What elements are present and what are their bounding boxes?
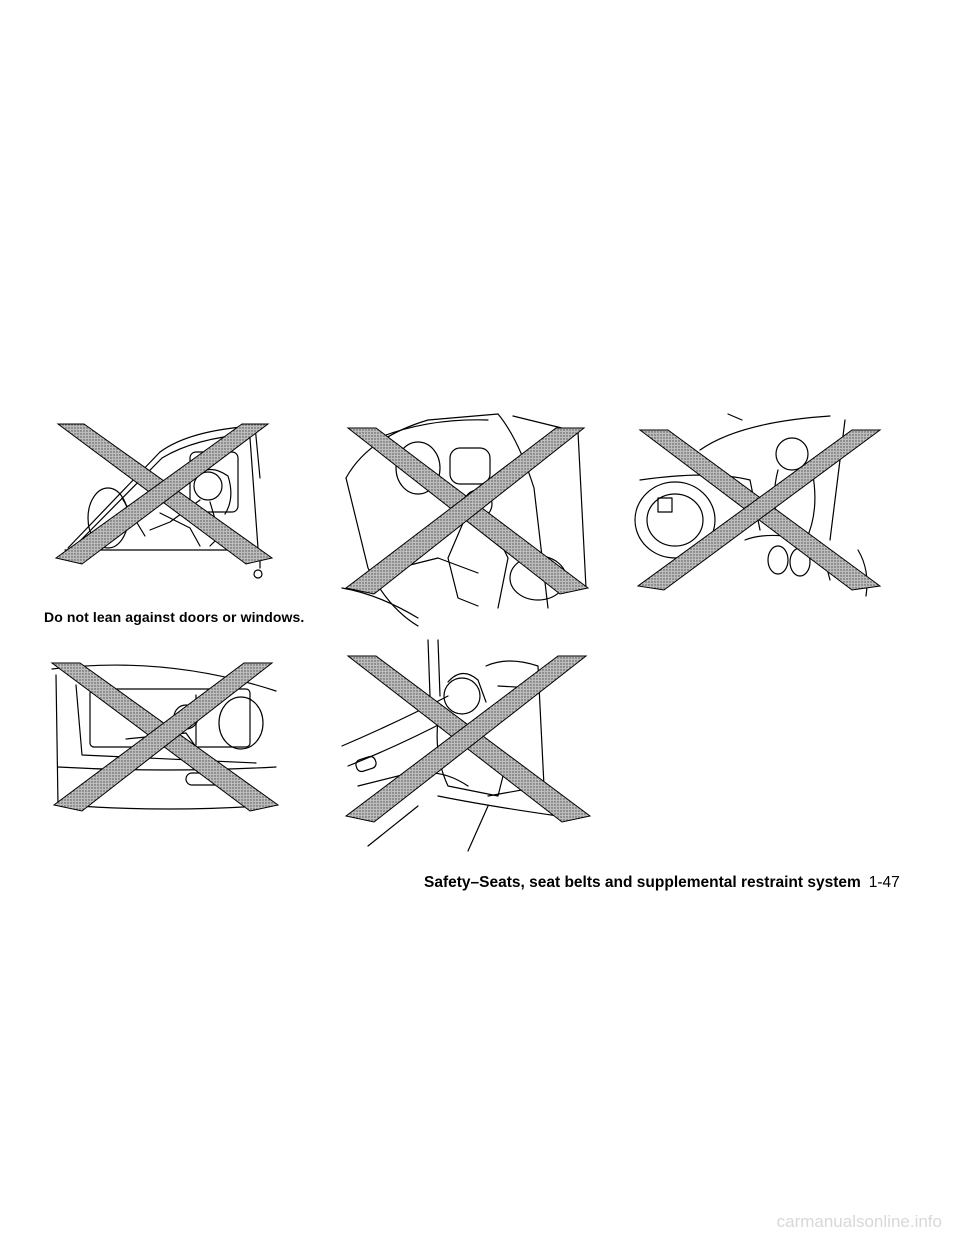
prohibited-x-icon bbox=[56, 424, 272, 564]
page-number: 1-47 bbox=[868, 874, 900, 891]
figure-arm-out-side-window bbox=[46, 655, 286, 820]
section-title: Safety–Seats, seat belts and supplemental restraint system bbox=[424, 874, 861, 891]
figure-child-at-dashboard bbox=[630, 410, 886, 600]
figure-child-sleeping-on-belt bbox=[338, 636, 594, 856]
figure-caption: Do not lean against doors or windows. bbox=[44, 609, 305, 625]
figure-child-standing-in-rear bbox=[338, 408, 594, 634]
figure-leaning-out-window bbox=[50, 418, 280, 583]
prohibited-x-icon bbox=[52, 663, 278, 811]
prohibited-x-icon bbox=[638, 430, 880, 590]
watermark: carmanualsonline.info bbox=[776, 1212, 942, 1231]
page-footer bbox=[424, 874, 900, 892]
prohibited-x-icon bbox=[346, 656, 590, 822]
